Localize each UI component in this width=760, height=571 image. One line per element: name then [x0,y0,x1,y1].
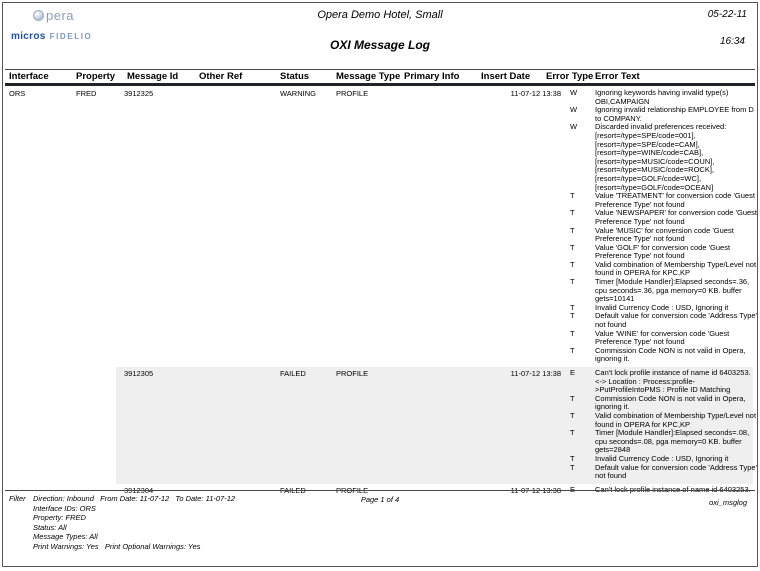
report-footer [3,492,757,567]
error-text: Discarded invalid preferences received: [resort=/type=SPE/code=001],[resort=/type=SPE/code=CAM],[resort=/type=WINE/code=CAB],[resort=/type=MUSIC/code=COUN],[resort=/type=MUSIC/code=ROCK],[resort=/type=GOLF/code=WC],[resort=/type=GOLF/code=OCEAN] [595,122,727,192]
column-header-insert-date: Insert Date [481,71,531,82]
column-header-error-text: Error Text [595,71,640,82]
error-text: Ignoring keywords having invalid type(s) OBI,CAMPAIGN [595,88,729,106]
error-type: T [570,191,575,201]
error-entry [559,261,757,278]
error-text: Timer [Module Handler]:Elapsed seconds=.36, cpu seconds=.36, pga memory=0 KB. buffer gets=10141 [595,277,750,304]
error-entry [559,244,757,261]
column-header-error-type: Error Type [546,71,594,82]
report-date: 05-22-11 [707,9,747,20]
cell-property: FRED [76,89,97,98]
filter-line-status: Status: All [33,522,67,532]
opera-logo-text: pera [46,8,75,23]
error-entry [559,106,757,123]
error-text: Commission Code NON is not valid in Opera, ignoring it. [595,345,746,364]
cell-interface: ORS [9,89,26,98]
footer-rule [5,490,755,491]
report-title: OXI Message Log [329,38,431,52]
cell-status: FAILED [280,369,306,378]
error-text: Value 'MUSIC' for conversion code 'Guest Preference Type' not found [595,225,734,244]
error-entry [559,278,757,304]
error-entry [559,464,757,481]
column-header-primary-info: Primary Info [404,71,460,82]
column-header-other-ref: Other Ref [199,71,243,82]
column-header-interface: Interface [9,71,49,82]
cell-status: WARNING [280,89,316,98]
error-entry [559,369,757,395]
error-list [559,89,757,364]
header-top-rule [5,69,755,70]
column-header-property: Property [76,71,116,82]
report-file-name: oxi_msglog [709,498,747,507]
report-page [2,2,758,567]
error-text: Timer [Module Handler]:Elapsed seconds=.08, cpu seconds=.08, pga memory=0 KB. buffer gets=2848 [595,428,750,455]
error-entry [559,429,757,455]
error-type: T [570,428,575,438]
filter-line-direction: Direction: Inbound From Date: 11-07-12 To Date: 11-07-12 [33,494,236,503]
filter-label: Filter [9,494,26,503]
table-row [3,87,757,367]
error-text: Default value for conversion code 'Address Type' not found [595,462,757,481]
error-entry [559,227,757,244]
filter-line-interface-ids: Interface IDs: ORS [33,503,96,513]
error-type: T [570,410,575,420]
table-header-row [3,71,757,83]
cell-message-id: 3912305 [124,369,154,378]
error-type: T [570,345,575,355]
error-text: Value 'NEWSPAPER' for conversion code 'Guest Preference Type' not found [595,208,758,226]
error-entry [559,123,757,192]
report-time: 16:34 [719,36,745,47]
cell-message-id: 3912325 [124,89,154,98]
column-header-status: Status [280,71,310,82]
error-text: Invalid Currency Code : USD, Ignoring it [595,453,729,463]
error-text: Commission Code NON is not valid in Opera, ignoring it. [595,393,746,412]
header-bottom-rule [5,83,755,86]
error-text: Value 'TREATMENT' for conversion code 'Guest Preference Type' not found [595,191,755,209]
error-entry [559,192,757,209]
error-type: E [570,368,576,377]
error-type: W [570,88,578,97]
error-type: T [570,277,575,287]
table-body [3,87,757,497]
error-text: Valid combination of Membership Type/Level not found in OPERA for KPC,KP [595,259,757,278]
error-entry [559,347,757,364]
error-type: W [570,105,578,115]
error-type: W [570,122,578,132]
error-text: Invalid Currency Code : USD, Ignoring it [595,302,729,312]
fidelio-logo-text: FIDELIO [49,32,93,41]
page-number: Page 1 of 4 [360,495,400,504]
column-header-message-type: Message Type [336,71,401,82]
hotel-title: Opera Demo Hotel, Small [317,9,443,21]
error-text: Value 'GOLF' for conversion code 'Guest Preference Type' not found [595,242,731,261]
error-entry [559,412,757,429]
error-entry [559,89,757,106]
filter-line-message-types: Message Types: All [33,532,98,542]
cell-insert-date: 11-07-12 13:38 [510,369,561,378]
error-type: T [570,393,575,403]
error-entry [559,395,757,412]
column-header-message-id: Message Id [127,71,179,82]
error-type: T [570,311,575,321]
error-entry [559,330,757,347]
error-text: Default value for conversion code 'Address Type' not found [595,311,757,330]
filter-line-property: Property: FRED [33,513,86,523]
error-text: Valid combination of Membership Type/Level not found in OPERA for KPC,KP [595,410,757,429]
error-text: Value 'WINE' for conversion code 'Guest Preference Type' not found [595,328,730,347]
table-row [3,367,757,484]
cell-message-type: PROFILE [336,89,369,98]
error-entry [559,312,757,329]
filter-line-print-warnings: Print Warnings: Yes Print Optional Warnings: Yes [33,541,201,551]
error-type: T [570,462,575,472]
error-text: Can't lock profile instance of name id 6403253. <-> Location : Process:profile->PutProfileIntoPMS : Profile ID Matching [595,368,751,395]
error-list [559,369,757,481]
error-type: T [570,328,575,338]
error-type: T [570,208,575,218]
error-type: T [570,242,575,252]
error-entry [559,209,757,226]
error-type: T [570,302,575,312]
error-text: Ignoring invalid relationship EMPLOYEE from D to COMPANY. [595,105,754,123]
error-type: T [570,225,575,235]
cell-insert-date: 11-07-12 13:38 [510,89,561,98]
cell-message-type: PROFILE [336,369,369,378]
error-type: T [570,453,575,463]
micros-logo-text: micros [11,31,46,42]
error-type: T [570,259,575,269]
